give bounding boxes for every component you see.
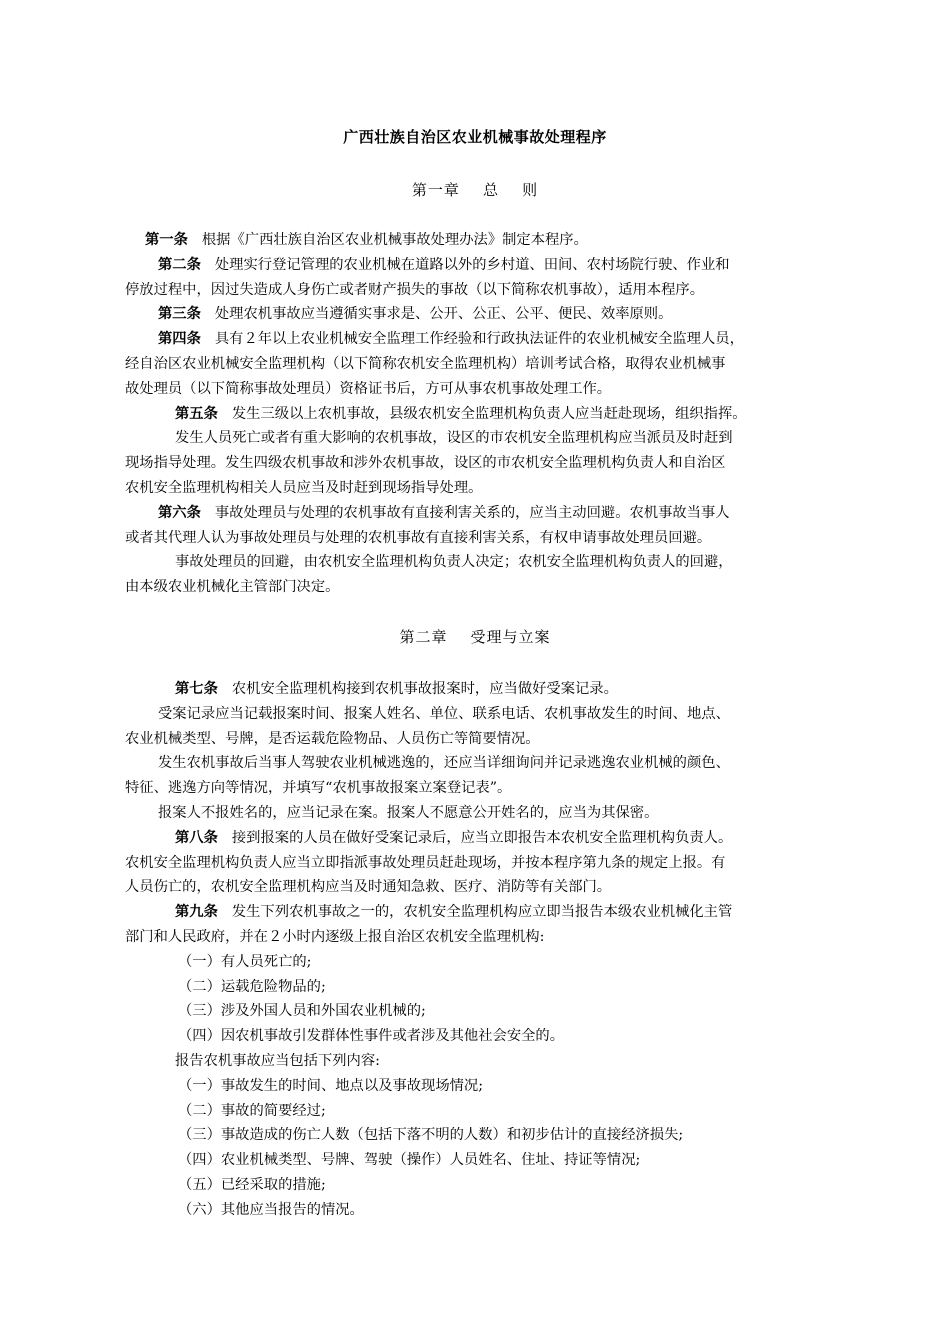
paragraph-line [178,1024,564,1049]
paragraph-line [158,302,672,327]
line-text: （四）因农机事故引发群体性事件或者涉及其他社会安全的。 [178,1028,565,1045]
article-label: 第四条 [158,331,201,348]
line-text: 经自治区农业机械安全监理机构（以下简称农机安全监理机构）培训考试合格，取得农业机械事 [125,356,726,372]
paragraph-line [125,575,339,600]
paragraph-line [175,1049,380,1074]
paragraph-line [125,352,725,377]
paragraph-line [175,550,733,575]
line-text: （一）有人员死亡的; [178,953,312,970]
paragraph-line [125,875,611,900]
line-text: 事故处理员的回避，由农机安全监理机构负责人决定；农机安全监理机构负责人的回避， [175,554,733,571]
line-text: 发生人员死亡或者有重大影响的农机事故，设区的市农机安全监理机构应当派员及时赶到 [175,430,733,447]
article-label: 第八条 [175,829,218,846]
paragraph-line [125,925,544,950]
paragraph-line [125,526,711,551]
line-text: （二）事故的简要经过; [178,1102,326,1119]
article-label: 第六条 [158,504,201,521]
line-text: 或者其代理人认为事故处理员与处理的农机事故有直接利害关系，有权申请事故处理员回避。 [125,529,712,546]
paragraph-line [178,1148,640,1173]
paragraph-line [125,377,611,402]
line-text: 故处理员（以下简称事故处理员）资格证书后，方可从事农机事故处理工作。 [125,380,612,397]
line-text: 发生农机事故后当事人驾驶农业机械逃逸的，还应当详细询问并记录逃逸农业机械的颜色、 [158,755,730,772]
paragraph-line [175,826,732,851]
chapter-heading-1: 第一章 总 则 [411,181,539,199]
line-text: 人员伤亡的，农机安全监理机构应当及时通知急救、医疗、消防等有关部门。 [125,879,612,896]
line-text: 受案记录应当记载报案时间、报案人姓名、单位、联系电话、农机事故发生的时间、地点、 [158,705,730,722]
line-text: （二）运载危险物品的; [178,978,326,995]
paragraph-line [175,677,618,702]
paragraph-line [145,228,588,253]
line-text: 处理实行登记管理的农业机械在道路以外的乡村道、田间、农村场院行驶、作业和 [214,256,730,273]
line-text: 具有２年以上农业机械安全监理工作经验和行政执法证件的农业机械安全监理人员， [214,331,744,348]
paragraph-line [158,501,730,526]
line-text: （四）农业机械类型、号牌、驾驶（操作）人员姓名、住址、持证等情况; [178,1152,641,1169]
line-text: 报告农机事故应当包括下列内容: [175,1053,380,1069]
line-text: 停放过程中，因过失造成人身伤亡或者财产损失的事故（以下简称农机事故），适用本程序。 [125,281,705,298]
line-text: 发生三级以上农机事故，县级农机安全监理机构负责人应当赶赴现场，组织指挥。 [231,405,747,422]
line-text: 农机安全监理机构相关人员应当及时赶到现场指导处理。 [125,480,483,496]
article-label: 第三条 [158,306,201,323]
paragraph-line [178,1099,326,1124]
paragraph-line [125,851,725,876]
paragraph-line [125,278,704,303]
paragraph-line [158,702,730,727]
paragraph-line [178,999,426,1024]
line-text: 根据《广西壮族自治区农业机械事故处理办法》制定本程序。 [201,232,588,248]
paragraph-line [175,426,733,451]
line-text: 发生下列农机事故之一的，农机安全监理机构应立即当报告本级农业机械化主管 [231,904,733,921]
line-text: 处理农机事故应当遵循实事求是、公开、公正、公平、便民、效率原则。 [214,306,673,323]
article-label: 第九条 [175,904,218,921]
paragraph-line [158,801,658,826]
line-text: 农机安全监理机构负责人应当立即指派事故处理员赶赴现场，并按本程序第九条的规定上报。有 [125,854,726,871]
line-text: （三）事故造成的伤亡人数（包括下落不明的人数）和初步估计的直接经济损失; [178,1127,684,1144]
article-label: 第七条 [175,681,218,697]
line-text: （一）事故发生的时间、地点以及事故现场情况; [178,1077,484,1094]
line-text: 农业机械类型、号牌，是否运载危险物品、人员伤亡等简要情况。 [125,730,540,747]
article-label: 第五条 [175,405,218,422]
paragraph-line [178,1173,326,1198]
line-text: 部门和人民政府，并在２小时内逐级上报自治区农机安全监理机构: [125,929,545,945]
paragraph-line [125,776,511,801]
paragraph-line [178,975,326,1000]
line-text: 现场指导处理。发生四级农机事故和涉外农机事故，设区的市农机安全监理机构负责人和自治区 [125,455,726,472]
line-text: 接到报案的人员在做好受案记录后，应当立即报告本农机安全监理机构负责人。 [231,829,733,846]
paragraph-line [178,1074,483,1099]
article-label: 第一条 [145,232,188,248]
chapter-heading-2: 第二章 受理与立案 [399,628,551,646]
line-text: 特征、逃逸方向等情况，并填写“农机事故报案立案登记表”。 [125,780,512,797]
line-text: 事故处理员与处理的农机事故有直接利害关系的，应当主动回避。农机事故当事人 [214,504,730,521]
document-title: 广西壮族自治区农业机械事故处理程序 [343,128,607,146]
line-text: 由本级农业机械化主管部门决定。 [125,579,340,596]
paragraph-line [175,402,747,427]
line-text: （五）已经采取的措施; [178,1177,326,1193]
paragraph-line [178,1198,364,1223]
paragraph-line [125,476,482,501]
paragraph-line [125,451,725,476]
paragraph-line [178,950,312,975]
paragraph-line [158,253,730,278]
line-text: 农机安全监理机构接到农机事故报案时，应当做好受案记录。 [231,681,618,697]
paragraph-line [178,1123,683,1148]
paragraph-line [175,900,732,925]
line-text: （三）涉及外国人员和外国农业机械的; [178,1003,426,1020]
line-text: （六）其他应当报告的情况。 [178,1201,364,1218]
line-text: 报案人不报姓名的，应当记录在案。报案人不愿意公开姓名的，应当为其保密。 [158,805,659,821]
paragraph-line [158,327,744,352]
paragraph-line [158,751,730,776]
paragraph-line [125,727,540,752]
article-label: 第二条 [158,256,201,273]
